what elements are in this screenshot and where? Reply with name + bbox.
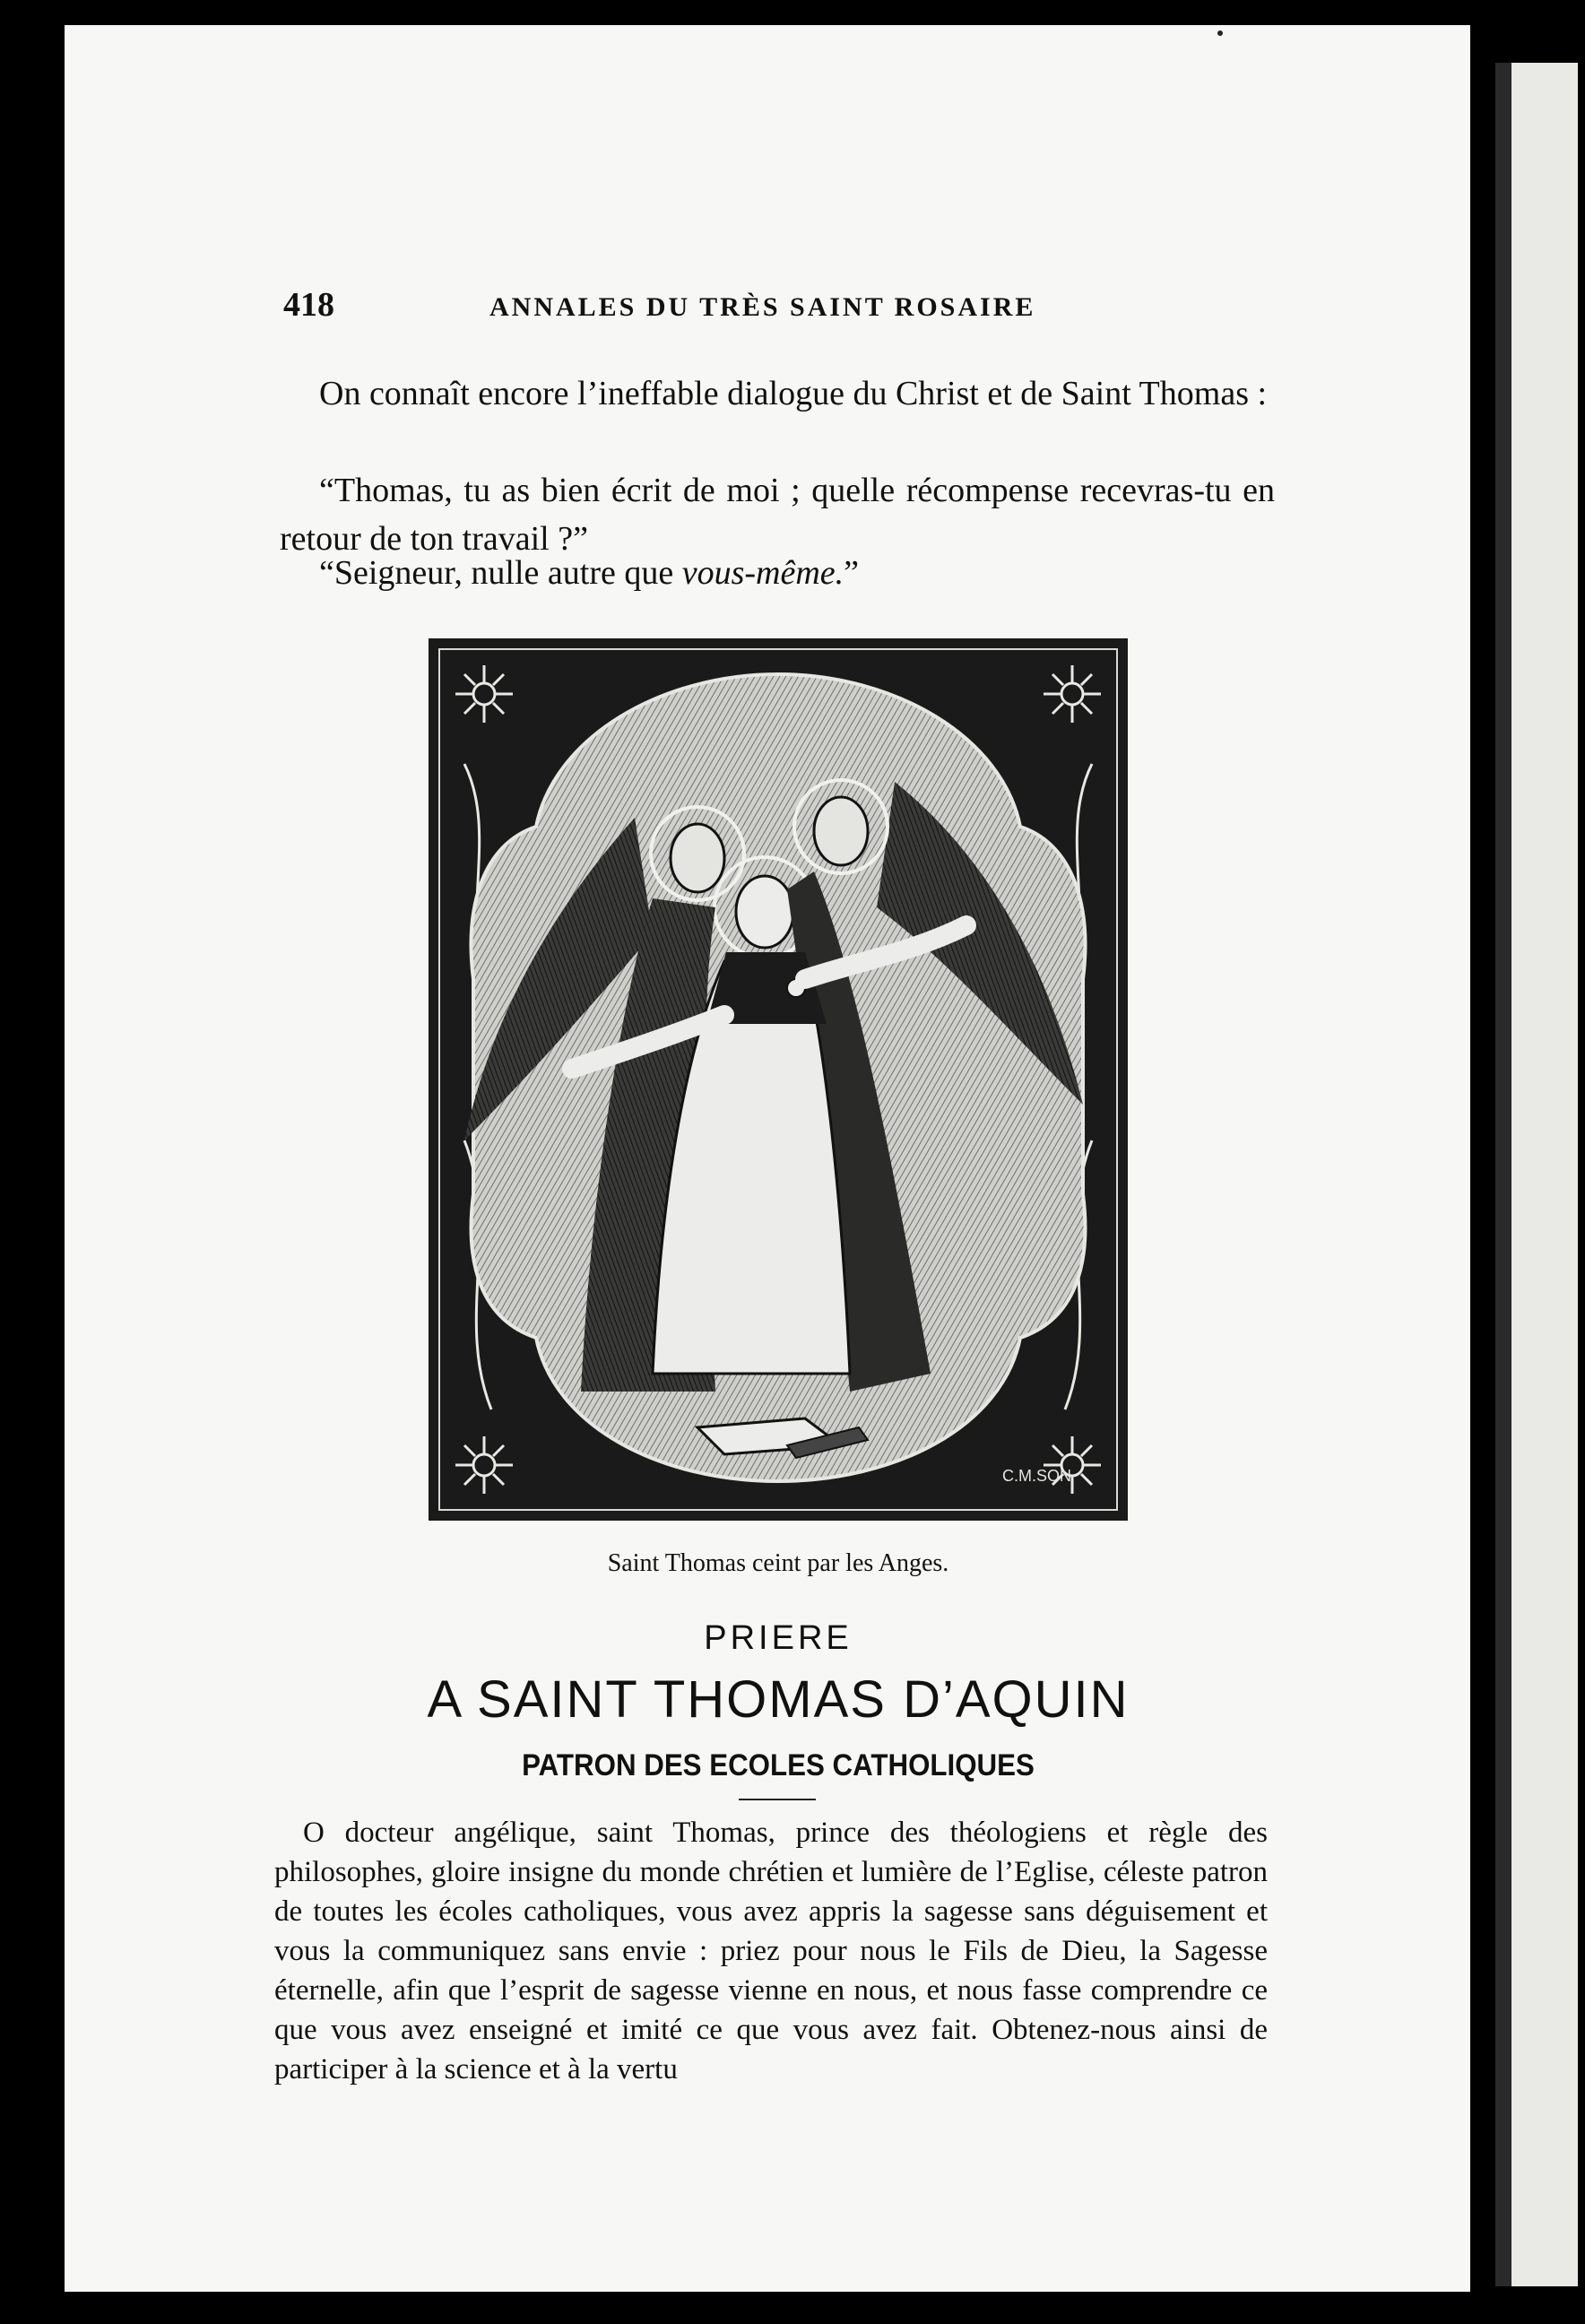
paragraph-text: On connaît encore l’ineffable dialogue du Christ et de Saint Thomas : bbox=[319, 375, 1268, 412]
italic-phrase: vous-même. bbox=[681, 554, 844, 592]
prayer-label: PRIERE bbox=[704, 1619, 853, 1657]
scan-speck bbox=[1217, 30, 1223, 36]
prayer-subtitle: PATRON DES ECOLES CATHOLIQUES bbox=[522, 1748, 1035, 1782]
prayer-title: A SAINT THOMAS D’AQUIN bbox=[427, 1670, 1130, 1729]
engraving-artwork bbox=[429, 638, 1128, 1521]
paragraph-line bbox=[280, 549, 1275, 597]
running-head bbox=[283, 285, 1293, 330]
adjacent-page-edge bbox=[1495, 63, 1578, 2286]
paragraph-quote-thomas bbox=[280, 549, 1275, 597]
section-divider bbox=[739, 1799, 816, 1800]
engraver-signature: C.M.SON bbox=[1002, 1467, 1072, 1485]
prayer-text bbox=[274, 1813, 1268, 2089]
journal-title: ANNALES DU TRÈS SAINT ROSAIRE bbox=[489, 292, 1036, 322]
prayer-paragraph: O docteur angélique, saint Thomas, prince des théologiens et règle des philosophes, gloire insigne du monde chrétien et lumière de l’Eglise, céleste patron de toutes les écoles catholiques, vous avez appris la sagesse sans déguisement et vous la communiquez sans envie : priez pour nous le Fils de Dieu, la Sagesse éternelle, afin que l’esprit de sagesse vienne en nous, et nous fasse comprendre ce que vous avez enseigné et imité ce que vous avez fait. Obtenez-nous ainsi de participer à la science et à la vertu bbox=[274, 1817, 1268, 2086]
illustration-caption: Saint Thomas ceint par les Anges. bbox=[607, 1549, 949, 1577]
closing-quote: ” bbox=[844, 554, 860, 592]
page-number: 418 bbox=[283, 286, 334, 324]
paragraph-dialogue-intro bbox=[280, 369, 1275, 418]
engraving-illustration bbox=[429, 638, 1128, 1521]
quote-text: “Seigneur, nulle autre que bbox=[319, 554, 674, 592]
paragraph-text: “Thomas, tu as bien écrit de moi ; quelle récompense recevras-tu en retour de ton travail ?” bbox=[280, 472, 1275, 558]
